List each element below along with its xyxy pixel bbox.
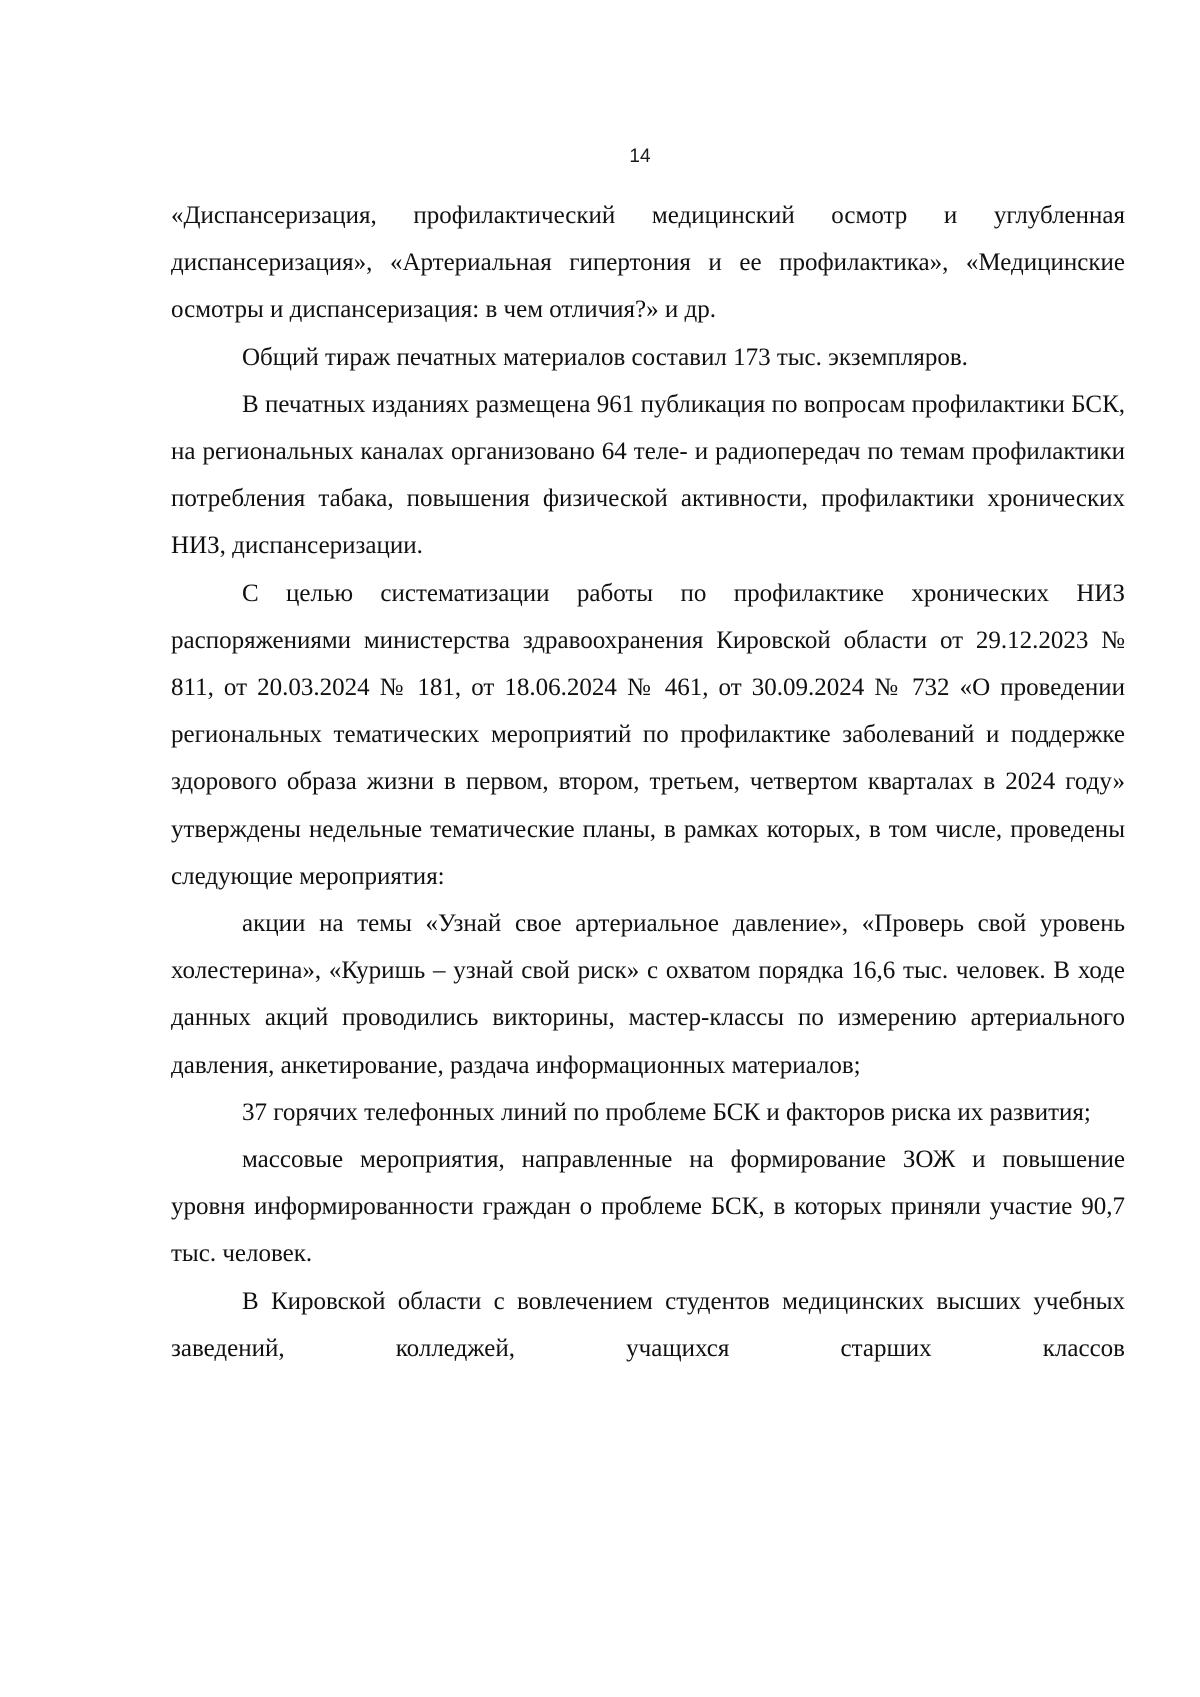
paragraph-materials-list: «Диспансеризация, профилактический медицинский осмотр и углубленная диспансеризация», «Артериальная гипертония и ее профилактика», «Медицинские осмотры и диспансеризация: в чем отличия?» и др.	[171, 202, 1125, 324]
paragraph-print-run: Общий тираж печатных материалов составил 173 тыс. экземпляров.	[242, 343, 968, 371]
paragraph-campaigns: акции на темы «Узнай свое артериальное давление», «Проверь свой уровень холестерина», «Куришь – узнай свой риск» с охватом порядка 16,6 тыс. человек. В ходе данных акций проводились викторины, мастер-классы по измерению артериального давления, анкетирование, раздача информационных материалов;	[171, 910, 1125, 1079]
paragraph-mass-events: массовые мероприятия, направленные на формирование ЗОЖ и повышение уровня информированности граждан о проблеме БСК, в которых приняли участие 90,7 тыс. человек.	[171, 1146, 1125, 1268]
paragraph-ministry-orders: С целью систематизации работы по профилактике хронических НИЗ распоряжениями министерства здравоохранения Кировской области от 29.12.2023 № 811, от 20.03.2024 № 181, от 18.06.2024 № 461, от 30.09.2024 № 732 «О проведении региональных тематических мероприятий по профилактике заболеваний и поддержке здорового образа жизни в первом, втором, третьем, четвертом кварталах в 2024 году» утверждены недельные тематические планы, в рамках которых, в том числе, проведены следующие мероприятия:	[171, 579, 1125, 890]
paragraph-hotlines: 37 горячих телефонных линий по проблеме БСК и факторов риска их развития;	[242, 1098, 1091, 1126]
page-number: 14	[629, 146, 651, 167]
document-body	[171, 192, 1125, 1372]
paragraph-publications: В печатных изданиях размещена 961 публикация по вопросам профилактики БСК, на региональных каналах организовано 64 теле- и радиопередач по темам профилактики потребления табака, повышения физической активности, профилактики хронических НИЗ, диспансеризации.	[171, 390, 1125, 560]
paragraph-students: В Кировской области с вовлечением студентов медицинских высших учебных заведений, колледжей, учащихся старших классов	[171, 1287, 1125, 1362]
